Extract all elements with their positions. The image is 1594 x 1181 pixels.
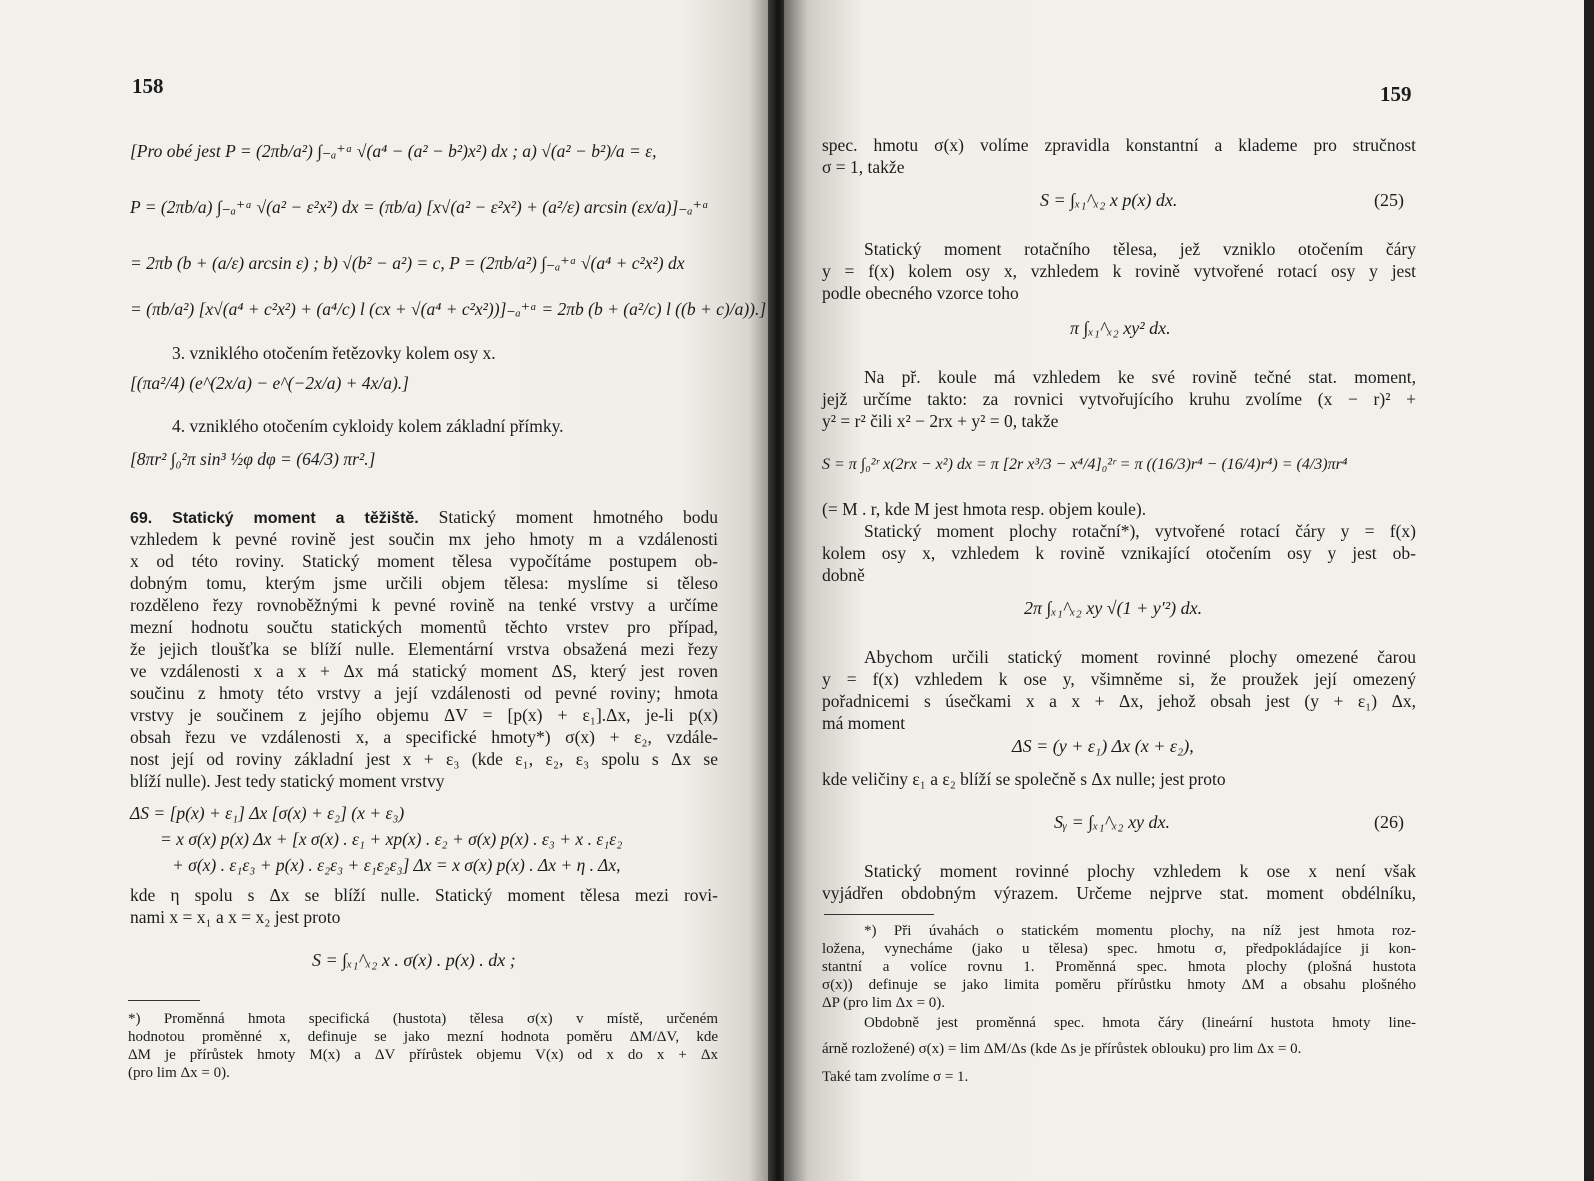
text-line: ve vzdálenosti x a x + Δx má statický moment ΔS, který jest roven xyxy=(130,661,718,681)
text-line: Abychom určili statický moment rovinné plochy omezené čarou xyxy=(864,647,1416,667)
text-line: vyjádřen obdobným výrazem. Určeme nejprve stat. moment obdélníku, xyxy=(822,883,1416,903)
equation: ΔS = (y + ε₁) Δx (x + ε₂), xyxy=(1012,736,1194,756)
text-line: dobným tomu, kterým jsme určili objem tělesa: myslíme si těleso xyxy=(130,573,718,593)
footnote-line: hodnotou proměnné x, definuje se jako mezní hodnota poměru ΔM/ΔV, kde xyxy=(128,1029,718,1045)
text-line: Statický moment hmotného bodu xyxy=(438,507,718,527)
footnote-rule xyxy=(824,914,934,915)
text-line: rozděleno řezy rovnoběžnými k pevné rovině na tenké vrstvy a určíme xyxy=(130,595,718,615)
text-line: y² = r² čili x² − 2rx + y² = 0, takže xyxy=(822,411,1059,431)
text-line: obsah řezu ve vzdálenosti x, a specifické hmoty*) σ(x) + ε₂, vzdále- xyxy=(130,727,718,747)
equation: Sᵧ = ∫ₓ₁^ₓ₂ xy dx. xyxy=(1054,812,1171,832)
left-page xyxy=(0,0,772,1181)
text-line: pořadnicemi s úsečkami x a x + Δx, jehož obsah jest (y + ε₁) Δx, xyxy=(822,691,1416,711)
footnote-rule xyxy=(128,1000,200,1001)
footnote-line: (pro lim Δx = 0). xyxy=(128,1065,230,1081)
footnote-line: Obdobně jest proměnná spec. hmota čáry (lineární hustota hmoty line- xyxy=(864,1015,1416,1031)
formula-line: = 2πb (b + (a/ε) arcsin ε) ; b) √(b² − a²) = c, P = (2πb/a²) ∫₋ₐ⁺ᵃ √(a⁴ + c²x²) dx xyxy=(130,253,685,273)
text-line: kde η spolu s Δx se blíží nulle. Statický moment tělesa mezi rovi- xyxy=(130,885,718,905)
section-heading-line xyxy=(130,506,718,530)
footnote-line: árně rozložené) σ(x) = lim ΔM/Δs (kde Δs je přírůstek oblouku) pro lim Δx = 0. xyxy=(822,1041,1302,1057)
equation-number: (26) xyxy=(1374,812,1404,832)
text-line: (= M . r, kde M jest hmota resp. objem koule). xyxy=(822,499,1147,519)
equation-line: ΔS = [p(x) + ε₁] Δx [σ(x) + ε₂] (x + ε₃) xyxy=(130,803,405,823)
scan-edge xyxy=(1584,0,1594,1181)
text-line: má moment xyxy=(822,713,906,733)
footnote-line: *) Při úvahách o statickém momentu plochy, na níž jest hmota roz- xyxy=(864,923,1416,939)
text-line: podle obecného vzorce toho xyxy=(822,283,1019,303)
text-line: blíží nulle). Jest tedy statický moment vrstvy xyxy=(130,771,445,791)
page-number: 158 xyxy=(132,74,164,98)
equation-line: + σ(x) . ε₁ε₃ + p(x) . ε₂ε₃ + ε₁ε₂ε₃] Δx = x σ(x) p(x) . Δx + η . Δx, xyxy=(172,855,621,875)
section-title: Statický moment a těžiště. xyxy=(172,510,419,527)
text-line: spec. hmotu σ(x) volíme zpravidla konstantní a klademe pro stručnost xyxy=(822,135,1416,155)
equation: 2π ∫ₓ₁^ₓ₂ xy √(1 + y′²) dx. xyxy=(1024,598,1203,618)
equation-number: (25) xyxy=(1374,190,1404,210)
equation: S = ∫ₓ₁^ₓ₂ x p(x) dx. xyxy=(1040,190,1178,210)
list-item: 3. vzniklého otočením řetězovky kolem osy x. xyxy=(172,343,496,363)
formula-line: P = (2πb/a) ∫₋ₐ⁺ᵃ √(a² − ε²x²) dx = (πb/a) [x√(a² − ε²x²) + (a²/ε) arcsin (εx/a)]₋ₐ⁺ᵃ xyxy=(130,197,709,217)
formula-line: [8πr² ∫₀²π sin³ ½φ dφ = (64/3) πr².] xyxy=(130,449,376,469)
text-line: že jejich tloušťka se blíží nulle. Elementární vrstva obsažená mezi řezy xyxy=(130,639,718,659)
list-item: 4. vzniklého otočením cykloidy kolem základní přímky. xyxy=(172,416,564,436)
page-number: 159 xyxy=(1380,82,1412,106)
text-line: Statický moment plochy rotační*), vytvořené rotací čáry y = f(x) xyxy=(864,521,1416,541)
text-line: mezní hodnotu součtu statických momentů těchto vrstev pro případ, xyxy=(130,617,718,637)
text-line: y = f(x) kolem osy x, vzhledem k rovině vytvořené rotací osy y jest xyxy=(822,261,1416,281)
footnote-line: Také tam zvolíme σ = 1. xyxy=(822,1069,969,1085)
footnote-line: stantní a volíce rovnu 1. Proměnná spec. hmota plochy (plošná hustota xyxy=(822,959,1416,975)
text-line: Statický moment rotačního tělesa, jež vzniklo otočením čáry xyxy=(864,239,1416,259)
text-line: kolem osy x, vzhledem k rovině vznikající otočením osy y jest ob- xyxy=(822,543,1416,563)
text-line: jejž určíme takto: za rovnici vytvořujícího kruhu zvolíme (x − r)² + xyxy=(822,389,1416,409)
text-line: nost její od roviny základní jest x + ε₃ (kde ε₁, ε₂, ε₃ spolu s Δx se xyxy=(130,749,718,769)
text-line: σ = 1, takže xyxy=(822,157,905,177)
text-line: vrstvy je součinem z jejího objemu ΔV = [p(x) + ε₁].Δx, je-li p(x) xyxy=(130,705,718,725)
text-line: vzhledem k pevné rovině jest součin mx jeho hmoty m a vzdálenosti xyxy=(130,529,718,549)
equation: S = ∫ₓ₁^ₓ₂ x . σ(x) . p(x) . dx ; xyxy=(312,950,516,970)
footnote-line: ložena, vynecháme (jako u tělesa) spec. hmotu σ, předpokládajíce ji kon- xyxy=(822,941,1416,957)
section-number: 69. xyxy=(130,510,153,527)
footnote-line: *) Proměnná hmota specifická (hustota) tělesa σ(x) v místě, určeném xyxy=(128,1011,718,1027)
footnote-line: ΔM je přírůstek hmoty M(x) a ΔV přírůstek objemu V(x) od x do x + Δx xyxy=(128,1047,718,1063)
text-line: nami x = x₁ a x = x₂ jest proto xyxy=(130,907,341,927)
text-line: součinu z hmoty této vrstvy a její vzdálenosti od pevné roviny; hmota xyxy=(130,683,718,703)
equation: π ∫ₓ₁^ₓ₂ xy² dx. xyxy=(1070,318,1171,338)
formula-line: = (πb/a²) [x√(a⁴ + c²x²) + (a⁴/c) l (cx + √(a⁴ + c²x²))]₋ₐ⁺ᵃ = 2πb (b + (a²/c) l ((b + c)/a)).] xyxy=(130,299,767,319)
text-line: dobně xyxy=(822,565,865,585)
text-line: Statický moment rovinné plochy vzhledem k ose x není však xyxy=(864,861,1416,881)
right-page xyxy=(784,0,1584,1181)
text-line: x od této roviny. Statický moment tělesa vypočítáme postupem ob- xyxy=(130,551,718,571)
text-line: y = f(x) vzhledem k ose y, všimněme si, že proužek její omezený xyxy=(822,669,1416,689)
footnote-line: ΔP (pro lim Δx = 0). xyxy=(822,995,946,1011)
formula-line: [(πa²/4) (e^(2x/a) − e^(−2x/a) + 4x/a).] xyxy=(130,373,409,393)
text-line: kde veličiny ε₁ a ε₂ blíží se společně s Δx nulle; jest proto xyxy=(822,769,1226,789)
text-line: Na př. koule má vzhledem ke své rovině tečné stat. moment, xyxy=(864,367,1416,387)
footnote-line: σ(x)) definuje se jako limita poměru přírůstku hmoty ΔM a obsahu plošného xyxy=(822,977,1416,993)
equation-line: = x σ(x) p(x) Δx + [x σ(x) . ε₁ + xp(x) . ε₂ + σ(x) p(x) . ε₃ + x . ε₁ε₂ xyxy=(160,829,623,849)
equation: S = π ∫₀²ʳ x(2rx − x²) dx = π [2r x³/3 − x⁴/4]₀²ʳ = π ((16/3)r⁴ − (16/4)r⁴) = (4/3)πr⁴ xyxy=(822,456,1348,473)
formula-line: [Pro obé jest P = (2πb/a²) ∫₋ₐ⁺ᵃ √(a⁴ − (a² − b²)x²) dx ; a) √(a² − b²)/a = ε, xyxy=(130,141,657,161)
